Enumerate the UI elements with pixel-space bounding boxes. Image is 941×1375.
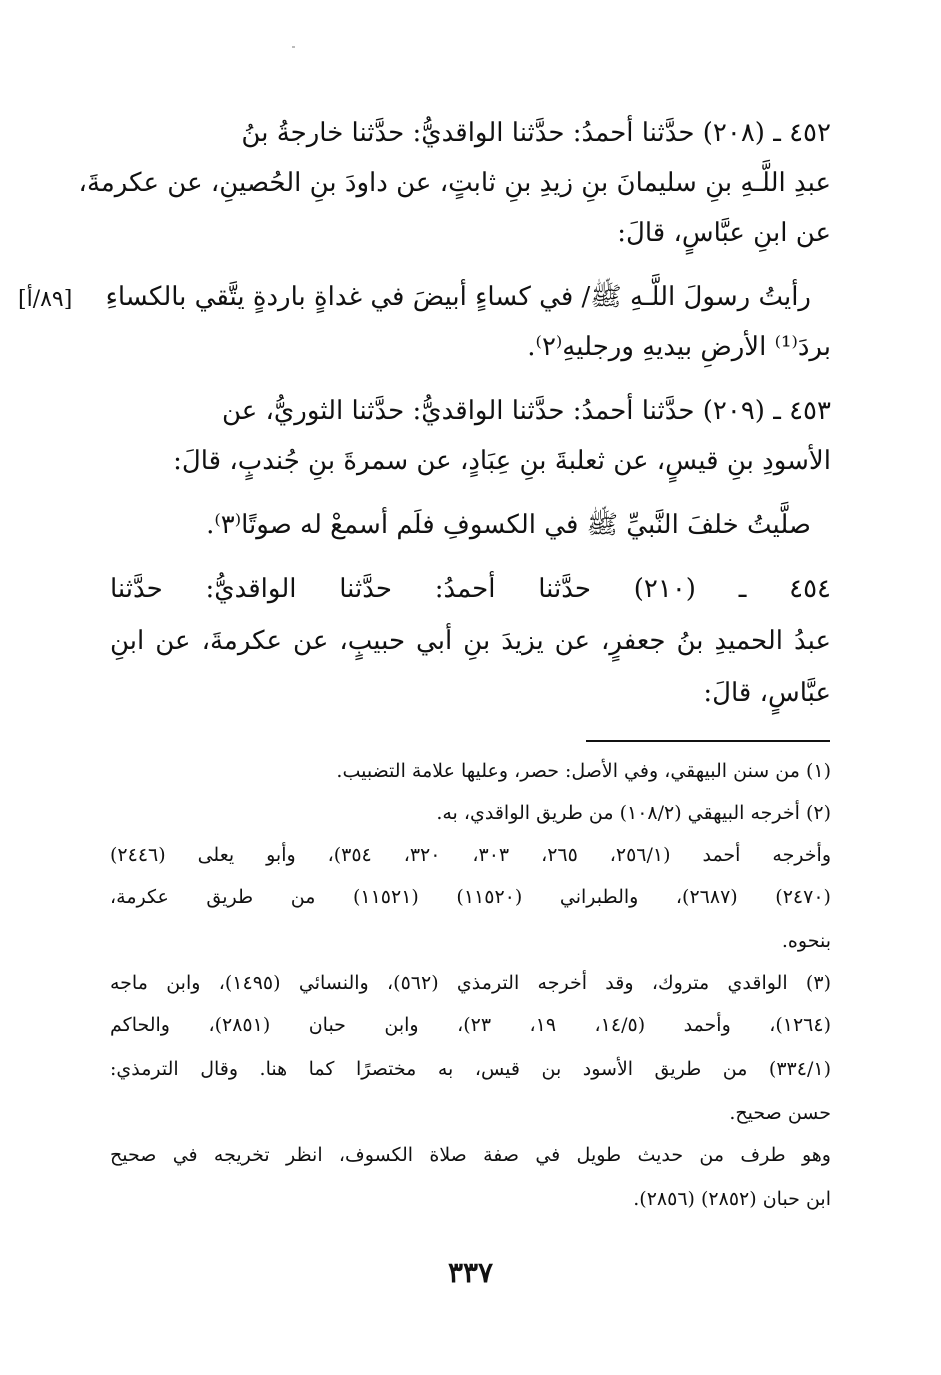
hadith-452-matn-line-1: رأيتُ رسولَ اللَّـهِ ﷺ/ في كساءٍ أبيضَ في غداةٍ باردةٍ يتَّقي بالكساءِ: [105, 282, 811, 312]
hadith-454-isnad-line-2: عبدُ الحميدِ بنُ جعفرٍ، عن يزيدَ بنِ أبي حبيبٍ، عن عكرمةَ، عن ابنِ: [110, 626, 831, 656]
hadith-454-isnad-line-1: ٤٥٤ ـ (٢١٠) حدَّثنا أحمدُ: حدَّثنا الواقديُّ: حدَّثنا: [110, 574, 832, 604]
hadith-453-matn: صلَّيتُ خلفَ النَّبيِّ ﷺ في الكسوفِ فلَم أسمعْ له صوتًا⁽٣⁾.: [206, 510, 811, 540]
hadith-453-isnad-line-1: ٤٥٣ ـ (٢٠٩) حدَّثنا أحمدُ: حدَّثنا الواقديُّ: حدَّثنا الثوريُّ، عن: [221, 396, 831, 426]
footnote-3-line-6: ابن حبان (٢٨٥٢) (٢٨٥٦).: [633, 1188, 831, 1210]
footnote-separator: [586, 740, 830, 742]
footnote-2-line-2: وأخرجه أحمد (٢٥٦/١، ٢٦٥، ٣٠٣، ٣٢٠، ٣٥٤)، وأبو يعلى (٢٤٤٦): [110, 844, 831, 866]
footnote-3-line-5: وهو طرف من حديث طويل في صفة صلاة الكسوف، انظر تخريجه في صحيح: [110, 1144, 831, 1166]
footnote-3-line-4: حسن صحيح.: [729, 1102, 831, 1124]
footnote-3-line-2: (١٢٦٤)، وأحمد (١٤/٥، ١٩، ٢٣)، وابن حبان (٢٨٥١)، والحاكم: [110, 1014, 831, 1036]
footnote-1: (١) من سنن البيهقي، وفي الأصل: حصر، وعليها علامة التضبيب.: [336, 760, 831, 782]
hadith-454-isnad-line-3: عبَّاسٍ، قالَ:: [703, 678, 831, 708]
scan-mark: [292, 46, 295, 48]
hadith-452-isnad-line-1: ٤٥٢ ـ (٢٠٨) حدَّثنا أحمدُ: حدَّثنا الواقديُّ: حدَّثنا خارجةُ بنُ: [241, 118, 831, 148]
hadith-453-isnad-line-2: الأسودِ بنِ قيسٍ، عن ثعلبةَ بنِ عِبَادٍ، عن سمرةَ بنِ جُندبٍ، قالَ:: [173, 446, 831, 476]
footnote-3-line-1: (٣) الواقدي متروك، وقد أخرجه الترمذي (٥٦٢)، والنسائي (١٤٩٥)، وابن ماجه: [110, 972, 831, 994]
hadith-452-isnad-line-3: عن ابنِ عبَّاسٍ، قالَ:: [617, 218, 831, 248]
hadith-452-isnad-line-2: عبدِ اللَّـهِ بنِ سليمانَ بنِ زيدِ بنِ ثابتٍ، عن داودَ بنِ الحُصينِ، عن عكرمةَ،: [78, 168, 831, 198]
footnote-2-line-3: (٢٤٧٠) (٢٦٨٧)، والطبراني (١١٥٢٠) (١١٥٢١) من طريق عكرمة،: [110, 886, 831, 908]
manuscript-folio-reference: [٨٩/أ]: [18, 287, 73, 312]
hadith-452-matn-line-2: بردَ⁽¹⁾ الأرضِ بيديهِ ورجليهِ⁽٢⁾.: [527, 332, 831, 362]
footnote-2-line-1: (٢) أخرجه البيهقي (١٠٨/٢) من طريق الواقدي، به.: [436, 802, 831, 824]
page-number: ٣٣٧: [447, 1256, 494, 1289]
footnote-3-line-3: (٣٣٤/١) من طريق الأسود بن قيس، به مختصرًا كما هنا. وقال الترمذي:: [110, 1058, 831, 1080]
footnote-2-line-4: بنحوه.: [781, 930, 831, 952]
